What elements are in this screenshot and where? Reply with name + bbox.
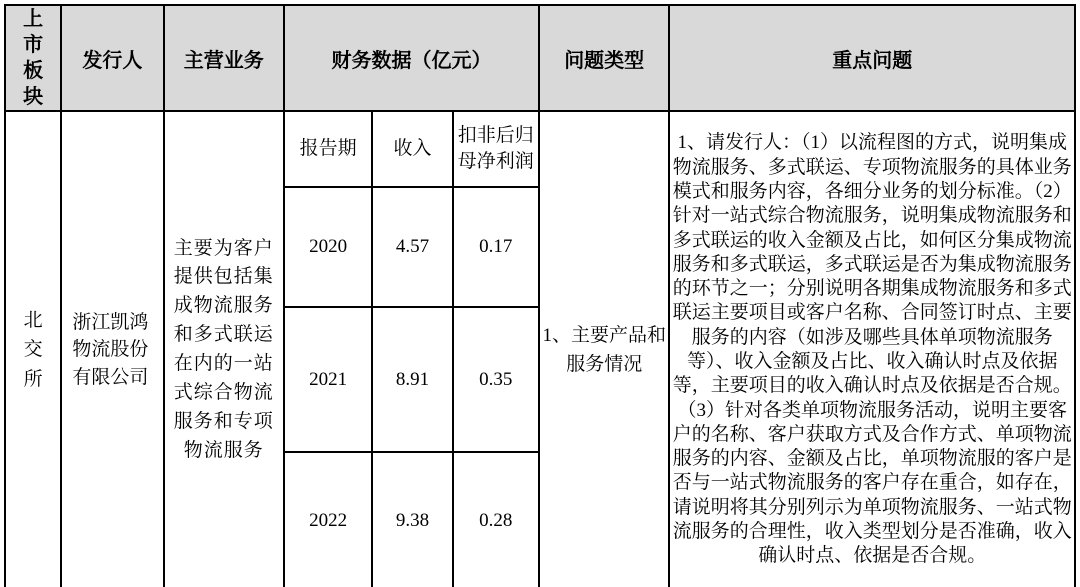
header-financial-data: 财务数据（亿元） [284, 5, 539, 111]
cell-question-type: 1、主要产品和服务情况 [539, 111, 669, 587]
header-question-type: 问题类型 [539, 5, 669, 111]
cell-key-questions: 1、请发行人：（1）以流程图的方式，说明集成物流服务、多式联运、专项物流服务的具体业务模式和服务内容，各细分业务的划分标准。（2）针对一站式综合物流服务，说明集成物流服务和多式联运的收入金额及占比，如何区分集成物流服务和多式联运，多式联运是否为集成物流服务的环节之一；分别说明各期集成物流服务和多式联运主要项目或客户名称、合同签订时点、主要服务的内容（如涉及哪些具体单项物流服务等）、收入金额及占比、收入确认时点及依据等，主要项目的收入确认时点及依据是否合规。（3）针对各类单项物流服务活动，说明主要客户的名称、客户获取方式及合作方式、单项物流服务的内容、金额及占比，单项物流服的客户是否与一站式物流服务的客户存在重合，如存在，请说明将其分别列示为单项物流服务、一站式物流服务的合理性，收入类型划分是否准确，收入确认时点、依据是否合规。 [669, 111, 1075, 587]
subheader-period: 报告期 [284, 111, 372, 187]
header-key-questions: 重点问题 [669, 5, 1075, 111]
cell-net-profit-2022: 0.28 [453, 452, 539, 587]
header-listing-board [5, 5, 61, 111]
cell-issuer [61, 111, 163, 587]
subheader-net-profit: 扣非后归母净利润 [453, 111, 539, 187]
listing-board-value: 北交所 [23, 309, 43, 390]
cell-revenue-2020: 4.57 [372, 187, 452, 307]
cell-period-2020: 2020 [284, 187, 372, 307]
cell-net-profit-2020: 0.17 [453, 187, 539, 307]
issuer-value: 浙江凯鸿物流股份有限公司 [72, 311, 149, 388]
cell-listing-board [5, 111, 61, 587]
cell-period-2021: 2021 [284, 307, 372, 452]
cell-period-2022: 2022 [284, 452, 372, 587]
header-issuer: 发行人 [61, 5, 163, 111]
table-row [5, 111, 1075, 187]
header-main-business: 主营业务 [164, 5, 284, 111]
cell-net-profit-2021: 0.35 [453, 307, 539, 452]
subheader-revenue: 收入 [372, 111, 452, 187]
cell-main-business: 主要为客户提供包括集成物流服务和多式联运在内的一站式综合物流服务和专项物流服务 [164, 111, 284, 587]
table-header-row [5, 5, 1075, 111]
cell-revenue-2021: 8.91 [372, 307, 452, 452]
cell-revenue-2022: 9.38 [372, 452, 452, 587]
header-listing-board-label: 上市板块 [23, 8, 44, 108]
ipo-review-table [4, 4, 1076, 587]
